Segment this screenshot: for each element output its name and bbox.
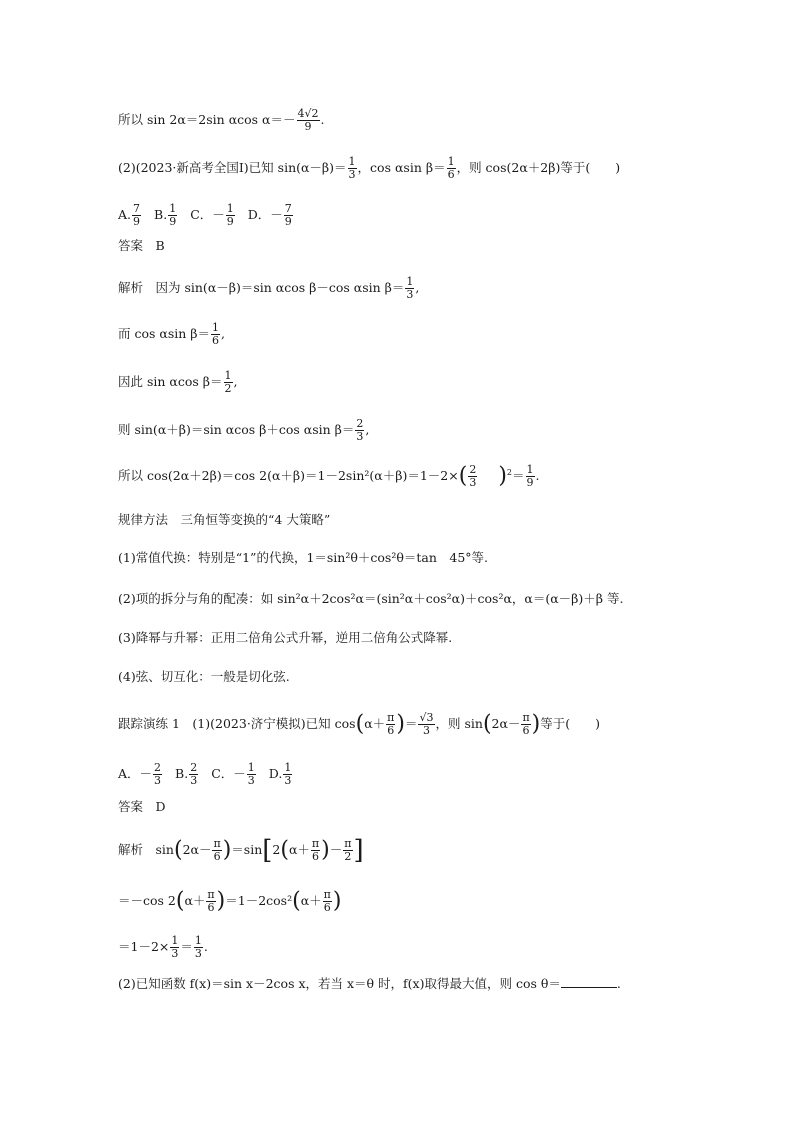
fraction [168,203,177,228]
numerator: π [387,711,395,724]
text: 解析 因为 sin(α－β)＝sin αcos β－cos αsin β＝ [118,280,405,295]
text: ，则 sin [435,716,483,731]
numerator: 2 [154,761,162,774]
numerator: 1 [194,934,202,947]
text: 跟踪演练 1 (1)(2023·济宁模拟)已知 cos [118,716,356,731]
denominator: 9 [133,215,141,228]
fraction [170,935,179,960]
option-b-label: B. [154,207,168,222]
option-d-label: D. [268,766,283,781]
denominator: 3 [171,947,179,960]
text: 所以 cos(2α＋2β)＝cos 2(α＋β)＝1－2sin²(α＋β)＝1－2× [118,468,459,483]
method-item-1: (1)常值代换：特别是“1”的代换，1＝sin²θ＋cos²θ＝tan 45°等. [118,550,489,565]
fraction [355,418,364,443]
fraction [189,762,198,787]
numerator: 1 [284,761,292,774]
text: α＋ [288,842,310,857]
text: α＋ [184,893,206,908]
numerator: 1 [447,155,455,168]
option-a-label: A．－ [118,766,153,781]
denominator: 6 [447,168,455,181]
question-2 [118,156,620,181]
option-d-label: D．－ [247,207,283,222]
denominator: 2 [224,382,232,395]
denominator: 3 [469,476,477,489]
text: 2 [272,842,281,857]
fraction [418,712,434,737]
denominator: 6 [387,724,395,737]
denominator: 3 [284,774,292,787]
text: ＝ [404,716,418,731]
fraction [211,322,220,347]
option-b-label: B. [175,766,189,781]
numerator: 1 [247,761,255,774]
method-item-4: (4)弦、切互化：一般是切化弦. [118,669,290,684]
fraction [311,838,320,863]
text: ，则 cos(2α＋2β)等于( ) [456,160,621,175]
options-practice-1 [118,762,293,787]
fraction [153,762,162,787]
text: , [233,374,238,389]
numerator: π [344,837,352,850]
numerator: 1 [169,202,177,215]
denominator: 6 [522,724,530,737]
practice-analysis-line-2: ＝－cos 2(α＋ $\frac{\pi}{6}$ )＝1－2cos²(α＋ $\frac{\pi}{6}$ ) [118,888,342,914]
options-q2 [118,203,294,228]
numerator: 1 [226,202,234,215]
fraction [212,838,221,863]
practice-analysis-line-1: 解析 sin(2α－ $\frac{\pi}{6}$ )＝sin[2(α＋ $\frac{\pi}{6}$ )－ $\frac{\pi}{2}$ ] [118,835,364,866]
numerator: 2 [469,463,477,476]
fraction [226,203,235,228]
numerator: 4√2 [297,107,319,120]
fraction [447,156,456,181]
numerator: 1 [526,463,534,476]
fraction [343,838,352,863]
fraction [521,712,530,737]
denominator: 3 [190,774,198,787]
numerator: 1 [171,934,179,947]
analysis-line-1 [118,276,419,301]
fraction [297,108,320,133]
numerator: 2 [190,761,198,774]
answer-practice-1: 答案 D [118,799,166,814]
numerator: 1 [406,275,414,288]
text: , [415,280,420,295]
text: (2)(2023·新高考全国Ⅰ)已知 sin(α－β)＝ [118,160,347,175]
fraction [206,889,215,914]
text: , [365,422,370,437]
text: 解析 sin [118,842,174,857]
method-item-3: (3)降幂与升幂：正用二倍角公式升幂，逆用二倍角公式降幂. [118,630,453,645]
text: 2α－ [491,716,521,731]
method-heading: 规律方法 三角恒等变换的“4 大策略” [118,512,331,527]
denominator: 6 [212,334,219,347]
answer-q2: 答案 B [118,238,165,253]
practice-analysis-line-3 [118,935,208,960]
text: α＋ [300,893,322,908]
answer-blank[interactable] [561,976,617,988]
fraction [132,203,141,228]
text: ＝ [180,939,193,954]
numerator: π [323,888,331,901]
text: . [320,112,325,127]
text: . [203,939,208,954]
exponent: 2 [506,467,512,477]
fraction [323,889,332,914]
text: , [221,326,225,341]
text: (2)已知函数 f(x)＝sin x－2cos x，若当 x＝θ 时，f(x)取得最大值，则 cos θ＝ [118,976,561,991]
denominator: 6 [213,850,221,863]
option-c-label: C．－ [190,207,225,222]
denominator: 3 [154,774,162,787]
denominator: 9 [284,215,292,228]
fraction [283,762,292,787]
text: ，cos αsin β＝ [357,160,446,175]
analysis-line-4 [118,418,369,443]
denominator: 9 [226,215,234,228]
text: ＝1－2cos² [225,893,293,908]
fraction [405,276,414,301]
text: 则 sin(α＋β)＝sin αcos β＋cos αsin β＝ [118,422,355,437]
denominator: 6 [207,901,215,914]
fraction [468,464,477,489]
text: 等于( ) [540,716,601,731]
solution-line-1 [118,108,325,133]
text: 所以 sin 2α＝2sin αcos α＝－ [118,112,296,127]
text: ＝1－2× [118,939,170,954]
numerator: 1 [348,155,356,168]
fraction [284,203,293,228]
text: ＝sin [231,842,263,857]
fraction [247,762,256,787]
numerator: 2 [356,417,364,430]
denominator: 3 [194,947,202,960]
denominator: 3 [348,168,356,181]
denominator: 6 [323,901,331,914]
analysis-line-2 [118,322,225,347]
denominator: 3 [356,430,364,443]
fraction [194,935,203,960]
numerator: 7 [284,202,292,215]
text: ＝－cos 2 [118,893,176,908]
denominator: 9 [304,120,312,133]
text: ＝ [512,468,525,483]
fraction [386,712,395,737]
numerator: π [207,888,215,901]
method-item-2: (2)项的拆分与角的配凑：如 sin²α＋2cos²α＝(sin²α＋cos²α)＋cos²α，α＝(α－β)＋β 等. [118,591,624,606]
text: . [535,468,540,483]
numerator: 7 [133,202,141,215]
text: . [616,976,621,991]
text: 2α－ [182,842,212,857]
text: － [329,842,343,857]
denominator: 6 [312,850,320,863]
numerator: 1 [224,369,232,382]
denominator: 3 [247,774,255,787]
numerator: √3 [419,711,434,724]
denominator: 2 [344,850,352,863]
denominator: 9 [169,215,177,228]
denominator: 9 [526,476,534,489]
option-a-label: A. [118,207,132,222]
denominator: 3 [406,288,414,301]
analysis-line-3 [118,370,237,395]
text: 因此 sin αcos β＝ [118,374,223,389]
numerator: π [311,837,320,850]
text: α＋ [364,716,386,731]
fraction [348,156,357,181]
denominator: 3 [422,724,430,737]
practice-1-question-2 [118,976,621,992]
analysis-line-5: 所以 cos(2α＋2β)＝cos 2(α＋β)＝1－2sin²(α＋β)＝1－2×( $\frac{2}{3}$ )$^2$＝ $\frac{1}{9}$ . [118,463,540,489]
numerator: π [522,711,530,724]
text: 而 cos αsin β＝ [118,326,210,341]
option-c-label: C．－ [211,766,246,781]
numerator: 1 [212,321,219,334]
fraction [224,370,233,395]
practice-1-question: 跟踪演练 1 (1)(2023·济宁模拟)已知 cos(α＋ $\frac{\pi}{6}$ )＝ $\frac{√3}{3}$ ，则 sin(2α－ $\frac{\pi}{6}$ )等于( ) [118,711,601,737]
numerator: π [213,837,221,850]
fraction [526,464,535,489]
